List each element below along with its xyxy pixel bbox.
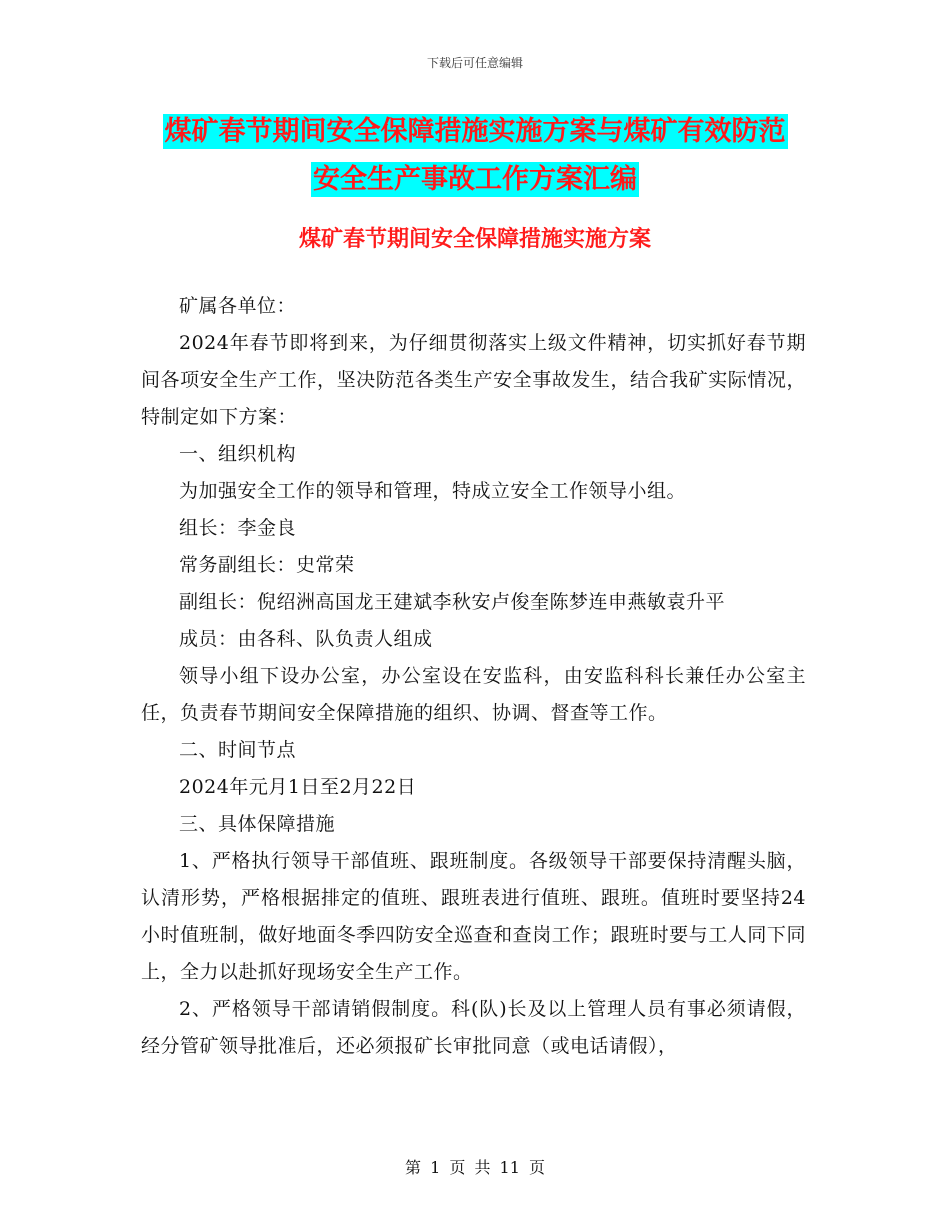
heading-measures: 三、具体保障措施 — [179, 813, 336, 835]
paragraph-measure-1: 1、严格执行领导干部值班、跟班制度。各级领导干部要保持清醒头脑，认清形势，严格根据排定的值班、跟班表进行值班、跟班。值班时要坚持24小时值班制，做好地面冬季四防安全巡查和查岗工作；跟班时要与工人同下同上，全力以赴抓好现场安全生产工作。 — [141, 850, 806, 983]
heading-time: 二、时间节点 — [179, 739, 297, 761]
paragraph-intro: 2024年春节即将到来，为仔细贯彻落实上级文件精神，切实抓好春节期间各项安全生产工作，坚决防范各类生产安全事故发生，结合我矿实际情况，特制定如下方案： — [141, 332, 806, 428]
paragraph-salutation: 矿属各单位： — [179, 295, 297, 317]
paragraph-organization: 为加强安全工作的领导和管理，特成立安全工作领导小组。 — [179, 480, 687, 502]
paragraph-measure-2: 2、严格领导干部请销假制度。科(队)长及以上管理人员有事必须请假，经分管矿领导批准后，还必须报矿长审批同意（或电话请假）， — [141, 998, 806, 1057]
heading-organization: 一、组织机构 — [179, 443, 297, 465]
section-title: 煤矿春节期间安全保障措施实施方案 — [298, 227, 651, 252]
document-title-line-2: 安全生产事故工作方案汇编 — [313, 164, 637, 195]
paragraph-time: 2024年元月1日至2月22日 — [179, 776, 417, 798]
document-title — [140, 108, 810, 204]
paragraph-executive-deputy: 常务副组长：史常荣 — [179, 554, 355, 576]
document-title-line-1: 煤矿春节期间安全保障措施实施方案与煤矿有效防范 — [164, 116, 786, 147]
paragraph-office: 领导小组下设办公室，办公室设在安监科，由安监科科长兼任办公室主任，负责春节期间安全保障措施的组织、协调、督查等工作。 — [141, 665, 806, 724]
page-footer: 第 1 页 共 11 页 — [405, 1158, 545, 1177]
paragraph-leader: 组长：李金良 — [179, 517, 297, 539]
header-note: 下载后可任意编辑 — [426, 56, 523, 70]
paragraph-members: 成员：由各科、队负责人组成 — [179, 628, 433, 650]
body-text — [141, 288, 806, 1065]
paragraph-deputies: 副组长：倪绍洲高国龙王建斌李秋安卢俊奎陈梦连申燕敏袁升平 — [179, 591, 726, 613]
